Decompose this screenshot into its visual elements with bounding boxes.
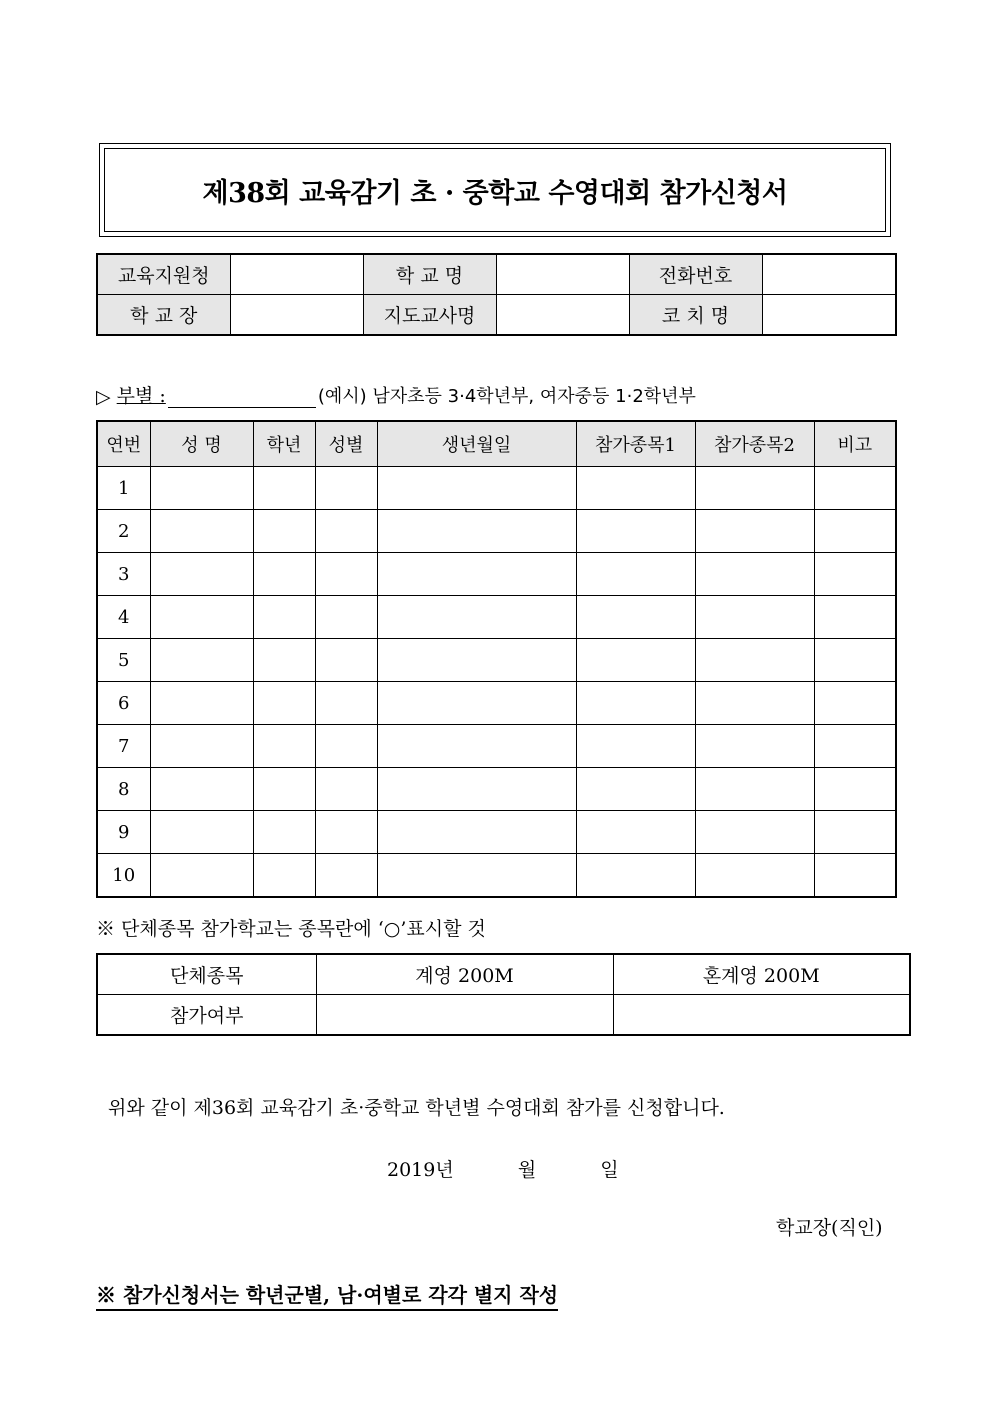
info-row bbox=[97, 295, 896, 336]
event1-field[interactable] bbox=[576, 467, 695, 510]
table-row bbox=[97, 596, 896, 639]
name-field[interactable] bbox=[150, 768, 253, 811]
event2-field[interactable] bbox=[695, 768, 814, 811]
event2-field[interactable] bbox=[695, 854, 814, 898]
division-label: 부별 : bbox=[116, 385, 166, 407]
event1-field[interactable] bbox=[576, 768, 695, 811]
name-field[interactable] bbox=[150, 510, 253, 553]
application-statement: 위와 같이 제36회 교육감기 초·중학교 학년별 수영대회 참가를 신청합니다. bbox=[108, 1097, 725, 1119]
event1-field[interactable] bbox=[576, 854, 695, 898]
birthdate-field[interactable] bbox=[377, 510, 576, 553]
header-name: 성 명 bbox=[150, 421, 253, 467]
table-row bbox=[97, 854, 896, 898]
row-number: 3 bbox=[97, 553, 150, 596]
application-date bbox=[387, 1155, 619, 1182]
event1-field[interactable] bbox=[576, 596, 695, 639]
remarks-field[interactable] bbox=[814, 639, 896, 682]
name-field[interactable] bbox=[150, 553, 253, 596]
team-event-table bbox=[96, 953, 911, 1036]
birthdate-field[interactable] bbox=[377, 725, 576, 768]
header-birthdate: 생년월일 bbox=[377, 421, 576, 467]
name-field[interactable] bbox=[150, 467, 253, 510]
gender-field[interactable] bbox=[315, 725, 377, 768]
roster-header-row bbox=[97, 421, 896, 467]
label-school-name: 학 교 명 bbox=[363, 254, 496, 295]
table-row bbox=[97, 639, 896, 682]
date-day: 일 bbox=[600, 1159, 619, 1181]
school-info-table bbox=[96, 253, 897, 336]
title-inner-frame bbox=[104, 148, 886, 232]
table-row bbox=[97, 553, 896, 596]
team-event-label: 단체종목 bbox=[97, 954, 316, 995]
table-row bbox=[97, 811, 896, 854]
event1-field[interactable] bbox=[576, 682, 695, 725]
grade-field[interactable] bbox=[253, 811, 315, 854]
team-header-row bbox=[97, 954, 910, 995]
grade-field[interactable] bbox=[253, 725, 315, 768]
gender-field[interactable] bbox=[315, 811, 377, 854]
label-coach-name: 코 치 명 bbox=[629, 295, 762, 336]
remarks-field[interactable] bbox=[814, 725, 896, 768]
birthdate-field[interactable] bbox=[377, 682, 576, 725]
header-remarks: 비고 bbox=[814, 421, 896, 467]
document-title: 제38회 교육감기 초 · 중학교 수영대회 참가신청서 bbox=[202, 177, 788, 209]
table-row bbox=[97, 467, 896, 510]
header-number: 연번 bbox=[97, 421, 150, 467]
name-field[interactable] bbox=[150, 854, 253, 898]
remarks-field[interactable] bbox=[814, 553, 896, 596]
birthdate-field[interactable] bbox=[377, 596, 576, 639]
name-field[interactable] bbox=[150, 596, 253, 639]
grade-field[interactable] bbox=[253, 854, 315, 898]
event2-field[interactable] bbox=[695, 682, 814, 725]
grade-field[interactable] bbox=[253, 682, 315, 725]
row-number: 5 bbox=[97, 639, 150, 682]
label-education-office: 교육지원청 bbox=[97, 254, 230, 295]
event1-field[interactable] bbox=[576, 811, 695, 854]
team-participation-row bbox=[97, 995, 910, 1036]
event2-field[interactable] bbox=[695, 553, 814, 596]
triangle-marker-icon: ▷ bbox=[96, 386, 111, 408]
gender-field[interactable] bbox=[315, 639, 377, 682]
info-row bbox=[97, 254, 896, 295]
row-number: 2 bbox=[97, 510, 150, 553]
teacher-name-field[interactable] bbox=[496, 295, 629, 336]
date-month: 월 bbox=[517, 1159, 537, 1181]
remarks-field[interactable] bbox=[814, 596, 896, 639]
label-principal: 학 교 장 bbox=[97, 295, 230, 336]
table-row bbox=[97, 682, 896, 725]
event2-field[interactable] bbox=[695, 639, 814, 682]
event1-field[interactable] bbox=[576, 510, 695, 553]
name-field[interactable] bbox=[150, 811, 253, 854]
table-row bbox=[97, 510, 896, 553]
event-freestyle-relay: 계영 200M bbox=[316, 954, 613, 995]
principal-seal: 학교장(직인) bbox=[776, 1217, 883, 1239]
event2-field[interactable] bbox=[695, 596, 814, 639]
header-grade: 학년 bbox=[253, 421, 315, 467]
event2-field[interactable] bbox=[695, 510, 814, 553]
remarks-field[interactable] bbox=[814, 854, 896, 898]
title-box bbox=[99, 143, 891, 237]
gender-field[interactable] bbox=[315, 682, 377, 725]
gender-field[interactable] bbox=[315, 596, 377, 639]
medley-relay-participation-field[interactable] bbox=[613, 995, 910, 1036]
remarks-field[interactable] bbox=[814, 467, 896, 510]
participation-label: 참가여부 bbox=[97, 995, 316, 1036]
grade-field[interactable] bbox=[253, 467, 315, 510]
birthdate-field[interactable] bbox=[377, 639, 576, 682]
phone-field[interactable] bbox=[762, 254, 896, 295]
remarks-field[interactable] bbox=[814, 682, 896, 725]
event2-field[interactable] bbox=[695, 811, 814, 854]
division-input[interactable] bbox=[168, 387, 316, 408]
birthdate-field[interactable] bbox=[377, 811, 576, 854]
row-number: 1 bbox=[97, 467, 150, 510]
grade-field[interactable] bbox=[253, 553, 315, 596]
event1-field[interactable] bbox=[576, 725, 695, 768]
gender-field[interactable] bbox=[315, 510, 377, 553]
remarks-field[interactable] bbox=[814, 768, 896, 811]
header-event1: 참가종목1 bbox=[576, 421, 695, 467]
freestyle-relay-participation-field[interactable] bbox=[316, 995, 613, 1036]
event1-field[interactable] bbox=[576, 553, 695, 596]
event-medley-relay: 혼계영 200M bbox=[613, 954, 910, 995]
team-event-note: ※ 단체종목 참가학교는 종목란에 ‘○’표시할 것 bbox=[96, 918, 486, 940]
header-event2: 참가종목2 bbox=[695, 421, 814, 467]
date-year: 2019년 bbox=[387, 1159, 454, 1181]
grade-field[interactable] bbox=[253, 639, 315, 682]
header-gender: 성별 bbox=[315, 421, 377, 467]
division-line bbox=[96, 381, 696, 408]
name-field[interactable] bbox=[150, 725, 253, 768]
birthdate-field[interactable] bbox=[377, 854, 576, 898]
principal-field[interactable] bbox=[230, 295, 363, 336]
footer-note: ※ 참가신청서는 학년군별, 남·여별로 각각 별지 작성 bbox=[96, 1279, 558, 1311]
school-name-field[interactable] bbox=[496, 254, 629, 295]
coach-name-field[interactable] bbox=[762, 295, 896, 336]
name-field[interactable] bbox=[150, 682, 253, 725]
grade-field[interactable] bbox=[253, 768, 315, 811]
birthdate-field[interactable] bbox=[377, 553, 576, 596]
participant-roster-table bbox=[96, 420, 897, 898]
event1-field[interactable] bbox=[576, 639, 695, 682]
birthdate-field[interactable] bbox=[377, 467, 576, 510]
name-field[interactable] bbox=[150, 639, 253, 682]
grade-field[interactable] bbox=[253, 596, 315, 639]
row-number: 4 bbox=[97, 596, 150, 639]
grade-field[interactable] bbox=[253, 510, 315, 553]
table-row bbox=[97, 725, 896, 768]
gender-field[interactable] bbox=[315, 467, 377, 510]
remarks-field[interactable] bbox=[814, 811, 896, 854]
gender-field[interactable] bbox=[315, 854, 377, 898]
event2-field[interactable] bbox=[695, 467, 814, 510]
gender-field[interactable] bbox=[315, 553, 377, 596]
remarks-field[interactable] bbox=[814, 510, 896, 553]
birthdate-field[interactable] bbox=[377, 768, 576, 811]
table-row bbox=[97, 768, 896, 811]
row-number: 7 bbox=[97, 725, 150, 768]
row-number: 10 bbox=[97, 854, 150, 898]
label-phone: 전화번호 bbox=[629, 254, 762, 295]
event2-field[interactable] bbox=[695, 725, 814, 768]
row-number: 8 bbox=[97, 768, 150, 811]
label-teacher-name: 지도교사명 bbox=[363, 295, 496, 336]
gender-field[interactable] bbox=[315, 768, 377, 811]
row-number: 9 bbox=[97, 811, 150, 854]
division-example: (예시) 남자초등 3·4학년부, 여자중등 1·2학년부 bbox=[317, 386, 696, 407]
row-number: 6 bbox=[97, 682, 150, 725]
education-office-field[interactable] bbox=[230, 254, 363, 295]
